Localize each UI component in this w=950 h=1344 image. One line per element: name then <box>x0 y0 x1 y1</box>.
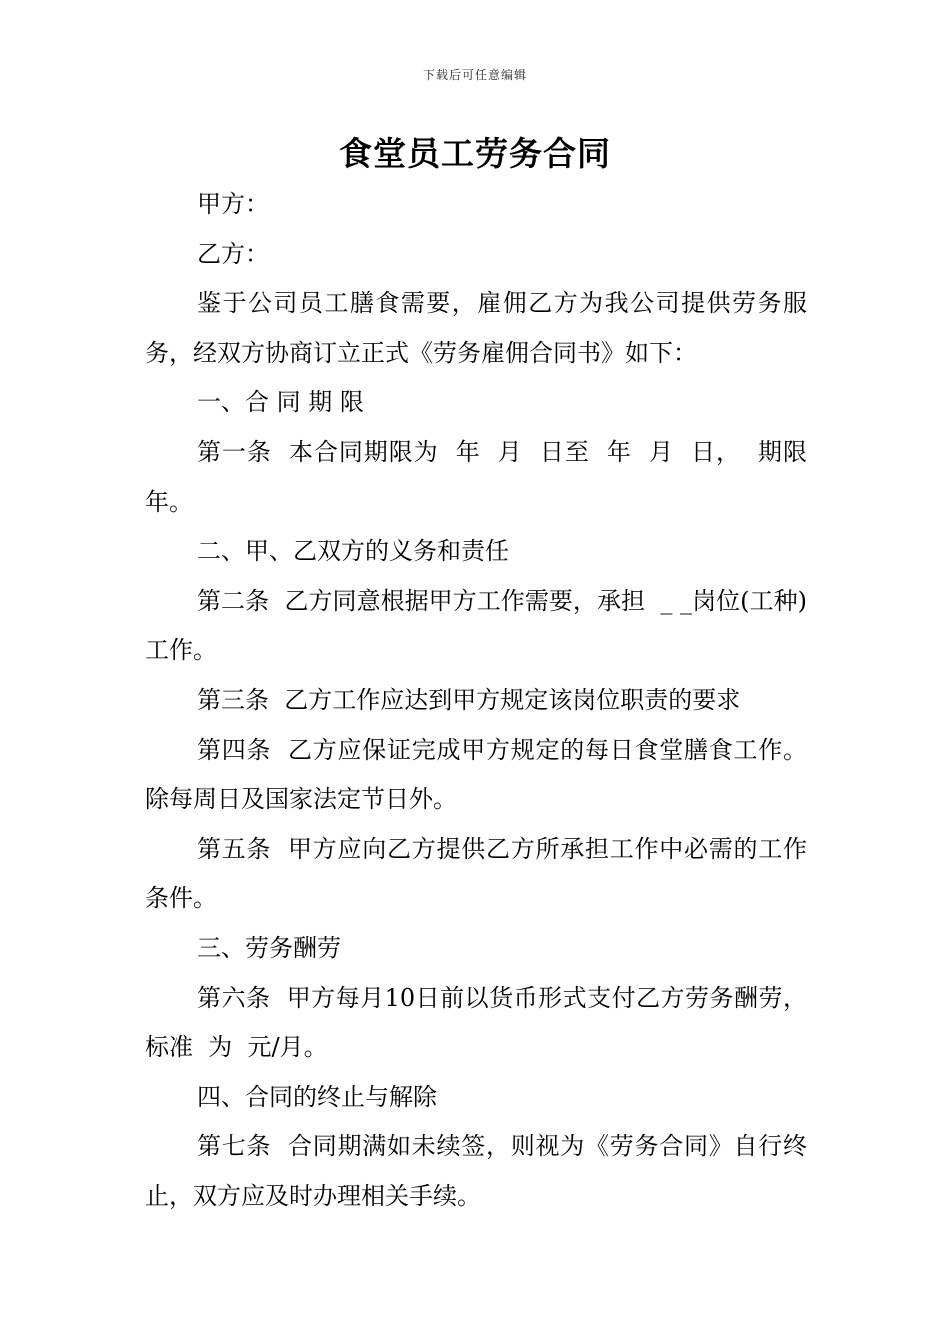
article-5: 第五条 甲方应向乙方提供乙方所承担工作中必需的工作条件。 <box>145 834 807 913</box>
article-1: 第一条 本合同期限为 年 月 日至 年 月 日， 期限 年。 <box>145 437 823 516</box>
article-7: 第七条 合同期满如未续签，则视为《劳务合同》自行终止，双方应及时办理相关手续。 <box>145 1132 807 1210</box>
document-title: 食堂员工劳务合同 <box>339 134 611 173</box>
contract-body <box>145 180 823 1221</box>
section-heading-remuneration: 三、劳务酬劳 <box>197 933 341 962</box>
section-heading-termination: 四、合同的终止与解除 <box>197 1082 437 1111</box>
section-heading-term: 一、合 同 期 限 <box>197 388 364 417</box>
article-4: 第四条 乙方应保证完成甲方规定的每日食堂膳食工作。除每周日及国家法定节日外。 <box>145 735 807 814</box>
article-3: 第三条 乙方工作应达到甲方规定该岗位职责的要求 <box>197 685 741 714</box>
party-b-line: 乙方： <box>197 239 269 268</box>
preamble-paragraph: 鉴于公司员工膳食需要，雇佣乙方为我公司提供劳务服务，经双方协商订立正式《劳务雇佣合同书》如下： <box>145 289 807 367</box>
party-a-line: 甲方： <box>197 190 269 218</box>
article-2: 第二条 乙方同意根据甲方工作需要，承担 _ _岗位(工种)工作。 <box>145 586 807 665</box>
header-note: 下载后可任意编辑 <box>422 68 527 82</box>
article-6: 第六条 甲方每月10日前以货币形式支付乙方劳务酬劳，标准 为 元/月。 <box>145 983 807 1062</box>
section-heading-duties: 二、甲、乙双方的义务和责任 <box>197 537 509 566</box>
